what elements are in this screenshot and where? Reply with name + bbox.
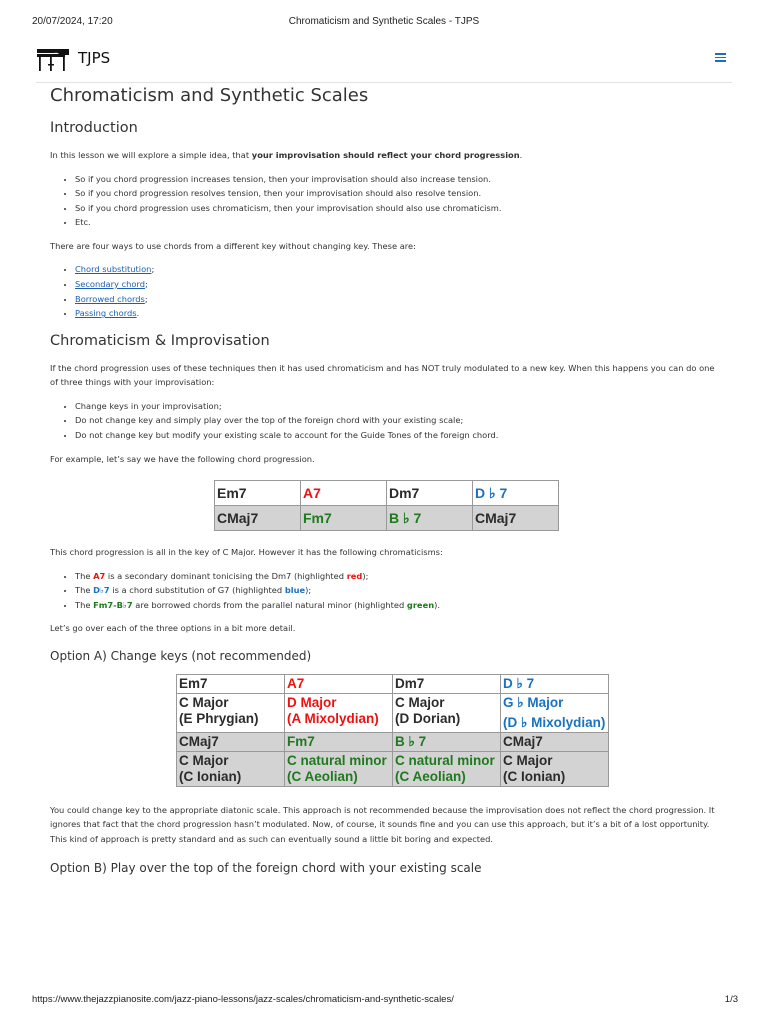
table-cell <box>177 732 285 751</box>
option-b-heading: Option B) Play over the top of the foreign chord with your existing scale <box>50 861 482 876</box>
text: The <box>75 599 94 610</box>
passing-chords-link[interactable]: Passing chords <box>75 308 137 319</box>
list-item <box>75 277 720 292</box>
borrowed-chords-link[interactable]: Borrowed chords <box>75 293 145 304</box>
separator: . <box>136 308 140 319</box>
text: The <box>75 585 94 596</box>
cell-line: C Major <box>395 694 445 710</box>
chord-name: Fm7-B♭7 <box>93 599 133 610</box>
table-cell: Em7 <box>215 481 301 506</box>
print-url: https://www.thejazzpianosite.com/jazz-piano-lessons/jazz-scales/chromaticism-and-synthetic-scales/ <box>32 994 454 1005</box>
table-cell: CMaj7 <box>473 506 559 531</box>
cell-line: (C Ionian) <box>503 768 566 784</box>
table-cell <box>177 693 285 732</box>
list-item <box>75 292 720 307</box>
cell-line: (C Ionian) <box>179 768 242 784</box>
cell-line: B ♭ 7 <box>395 733 427 749</box>
table-row <box>177 732 609 751</box>
table-cell <box>393 751 501 786</box>
list-item: • So if you chord progression uses chromaticism, then your improvisation should also use chromaticism. <box>75 201 720 216</box>
text: are borrowed chords from the parallel natural minor (highlighted <box>132 599 407 610</box>
table-cell <box>177 751 285 786</box>
chromaticism-paragraph: If the chord progression uses of these techniques then it has used chromaticism and has NOT truly modulated to a new key. When this happens you can do one of three things with your improvisation: <box>50 362 715 388</box>
intro-bullet-list <box>50 172 720 230</box>
table-cell <box>285 693 393 732</box>
table-row <box>177 751 609 786</box>
table-cell: D ♭ 7 <box>473 481 559 506</box>
list-item: • Do not change key and simply play over the top of the foreign chord with your existing scale; <box>75 413 720 428</box>
cell-line: CMaj7 <box>503 733 543 749</box>
table-cell <box>501 732 609 751</box>
separator: ; <box>151 264 155 275</box>
cell-line: C Major <box>503 752 553 768</box>
table-cell: Dm7 <box>387 481 473 506</box>
text: is a secondary dominant tonicising the Dm7 (highlighted <box>105 570 347 581</box>
print-footer <box>32 994 738 1008</box>
table-cell: B ♭ 7 <box>387 506 473 531</box>
grand-piano-icon[interactable] <box>36 46 70 72</box>
table-cell <box>177 674 285 693</box>
cell-line: C natural minor <box>395 752 495 768</box>
chromaticisms-list <box>50 569 720 613</box>
intro-heading: Introduction <box>50 120 138 136</box>
list-item: • Etc. <box>75 215 720 230</box>
cell-line: (A Mixolydian) <box>287 710 379 726</box>
text: The <box>75 570 94 581</box>
cell-line: D ♭ 7 <box>503 675 535 691</box>
options-bullet-list <box>50 399 720 443</box>
table-cell: Fm7 <box>301 506 387 531</box>
text: ); <box>362 570 369 581</box>
option-a-paragraph: You could change key to the appropriate diatonic scale. This approach is not recommended because the improvisation does not reflect the chord progression. It ignores that fact that the chord progression hasn’t modulated. Now, of course, it sounds fine and you can use this approach, but it’s a bit of a lost opportunity. This kind of approach is pretty standard and as such can eventually sound a little bit boring and expected. <box>50 804 715 844</box>
chord-substitution-link[interactable]: Chord substitution <box>75 264 152 275</box>
color-word: blue <box>284 585 306 596</box>
table-cell <box>393 732 501 751</box>
intro-text: In this lesson we will explore a simple idea, that <box>50 150 252 160</box>
table-cell <box>393 674 501 693</box>
example-paragraph: For example, let’s say we have the following chord progression. <box>50 453 315 464</box>
detail-paragraph: Let’s go over each of the three options in a bit more detail. <box>50 623 296 634</box>
list-item: • So if you chord progression increases tension, then your improvisation should also increase tension. <box>75 172 720 187</box>
table-cell: A7 <box>301 481 387 506</box>
page-title: Chromaticism and Synthetic Scales <box>50 85 369 106</box>
print-datetime: 20/07/2024, 17:20 <box>32 16 113 27</box>
chord-progression-table <box>214 480 559 531</box>
cell-line: (D ♭ Mixolydian) <box>503 714 606 730</box>
color-word: green <box>406 599 435 610</box>
cell-line: C Major <box>179 694 229 710</box>
print-page-number: 1/3 <box>724 994 738 1005</box>
table-row <box>177 674 609 693</box>
list-item <box>75 598 720 613</box>
table-cell <box>285 751 393 786</box>
table-cell <box>501 693 609 732</box>
table-row <box>215 481 559 506</box>
cell-line: CMaj7 <box>179 733 219 749</box>
cell-line: (C Aeolian) <box>287 768 358 784</box>
cell-line: A7 <box>287 675 305 691</box>
list-item <box>75 262 720 277</box>
secondary-chord-link[interactable]: Secondary chord <box>75 278 146 289</box>
chord-name: D♭7 <box>93 585 110 596</box>
option-a-heading: Option A) Change keys (not recommended) <box>50 648 312 663</box>
hamburger-menu-icon[interactable] <box>715 53 726 62</box>
cell-line: C natural minor <box>287 752 387 768</box>
key-paragraph: This chord progression is all in the key of C Major. However it has the following chromaticisms: <box>50 547 443 558</box>
chord-name: A7 <box>93 570 106 581</box>
text: ). <box>434 599 440 610</box>
list-item: • Change keys in your improvisation; <box>75 399 720 414</box>
intro-bold-text: your improvisation should reflect your chord progression <box>251 150 520 160</box>
cell-line: D Major <box>287 694 337 710</box>
intro-paragraph-2: There are four ways to use chords from a different key without changing key. These are: <box>50 240 416 251</box>
chromaticism-heading: Chromaticism & Improvisation <box>50 332 270 349</box>
table-cell: CMaj7 <box>215 506 301 531</box>
list-item <box>75 306 720 321</box>
cell-line: Dm7 <box>395 675 425 691</box>
text: is a chord substitution of G7 (highlighted <box>109 585 285 596</box>
intro-paragraph <box>50 148 720 163</box>
cell-line: C Major <box>179 752 229 768</box>
table-cell <box>285 674 393 693</box>
color-word: red <box>346 570 363 581</box>
site-header <box>36 44 732 83</box>
list-item <box>75 583 720 598</box>
list-item <box>75 569 720 584</box>
intro-text-end: . <box>519 150 523 160</box>
text: ); <box>305 585 312 596</box>
cell-line: (E Phrygian) <box>179 710 259 726</box>
table-cell <box>285 732 393 751</box>
cell-line: (D Dorian) <box>395 710 461 726</box>
table-cell <box>501 674 609 693</box>
separator: ; <box>145 278 148 289</box>
technique-links-list <box>50 262 720 320</box>
cell-line: (C Aeolian) <box>395 768 466 784</box>
list-item: • Do not change key but modify your existing scale to account for the Guide Tones of the foreign chord. <box>75 428 720 443</box>
option-a-table <box>176 674 609 787</box>
separator: ; <box>144 293 148 304</box>
article-content <box>50 84 720 876</box>
cell-line: G ♭ Major <box>503 694 564 710</box>
table-row <box>177 693 609 732</box>
cell-line: Fm7 <box>287 733 315 749</box>
table-cell <box>501 751 609 786</box>
print-header <box>32 16 736 30</box>
cell-line: Em7 <box>179 675 208 691</box>
list-item: • So if you chord progression resolves tension, then your improvisation should also resolve tension. <box>75 186 720 201</box>
site-brand[interactable]: TJPS <box>78 49 111 67</box>
table-row <box>215 506 559 531</box>
table-cell <box>393 693 501 732</box>
print-doc-title: Chromaticism and Synthetic Scales - TJPS <box>288 16 480 27</box>
